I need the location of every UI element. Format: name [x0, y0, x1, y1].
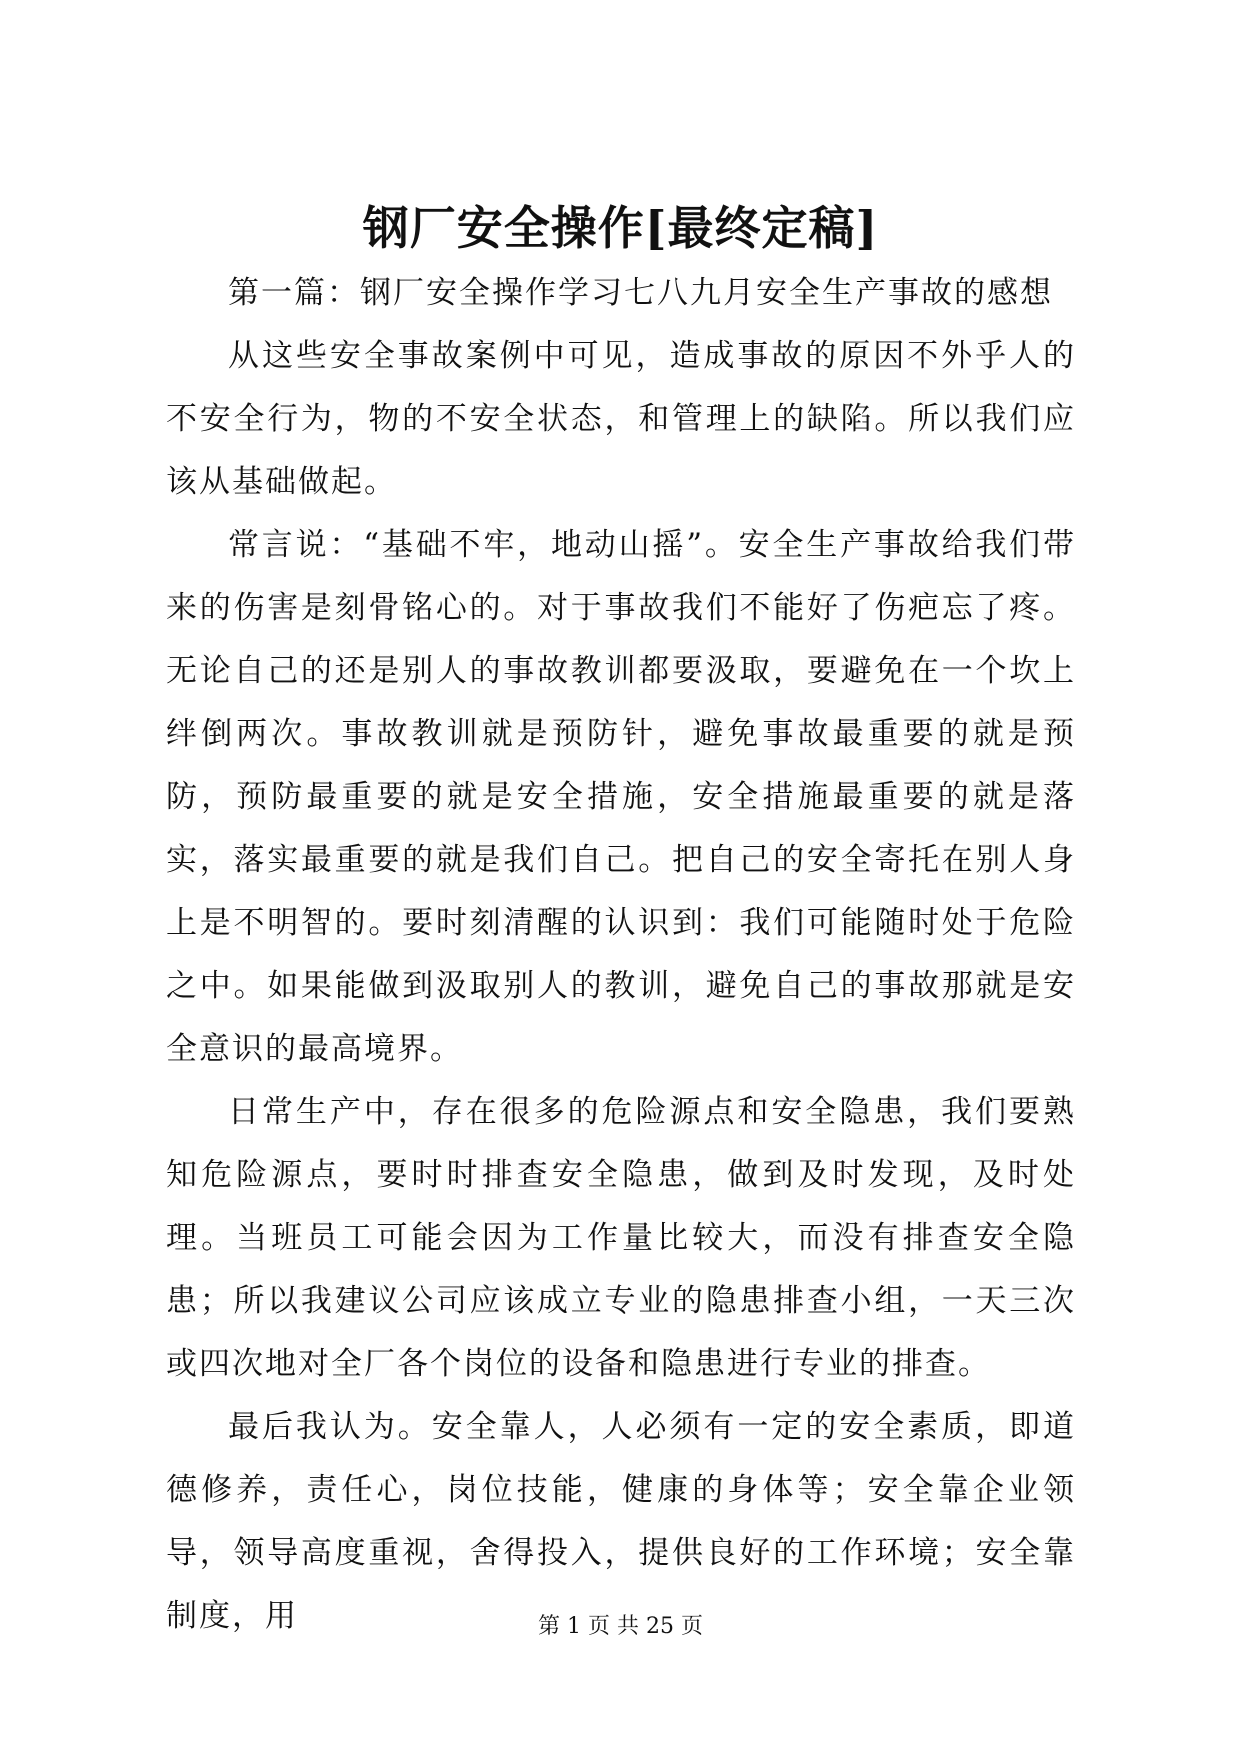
paragraph: 日常生产中，存在很多的危险源点和安全隐患，我们要熟知危险源点，要时时排查安全隐患，做到及时发现，及时处理。当班员工可能会因为工作量比较大，而没有排查安全隐患；所以我建议公司应该成立专业的隐患排查小组，一天三次或四次地对全厂各个岗位的设备和隐患进行专业的排查。	[166, 1094, 1076, 1382]
paragraph: 最后我认为。安全靠人，人必须有一定的安全素质，即道德修养，责任心，岗位技能，健康的身体等；安全靠企业领导，领导高度重视，舍得投入，提供良好的工作环境；安全靠制度，用	[166, 1409, 1076, 1634]
paragraph: 从这些安全事故案例中可见，造成事故的原因不外乎人的不安全行为，物的不安全状态，和管理上的缺陷。所以我们应该从基础做起。	[166, 338, 1076, 500]
document-body	[166, 262, 1076, 1648]
paragraph-heading: 第一篇：钢厂安全操作学习七八九月安全生产事故的感想	[228, 275, 1053, 311]
paragraph: 常言说：“基础不牢，地动山摇”。安全生产事故给我们带来的伤害是刻骨铭心的。对于事故我们不能好了伤疤忘了疼。无论自己的还是别人的事故教训都要汲取，要避免在一个坎上绊倒两次。事故教训就是预防针，避免事故最重要的就是预防，预防最重要的就是安全措施，安全措施最重要的就是落实，落实最重要的就是我们自己。把自己的安全寄托在别人身上是不明智的。要时刻清醒的认识到：我们可能随时处于危险之中。如果能做到汲取别人的教训，避免自己的事故那就是安全意识的最高境界。	[166, 527, 1076, 1067]
document-title: 钢厂安全操作[最终定稿]	[362, 201, 879, 255]
page-footer: 第 1 页 共 25 页	[538, 1614, 703, 1639]
